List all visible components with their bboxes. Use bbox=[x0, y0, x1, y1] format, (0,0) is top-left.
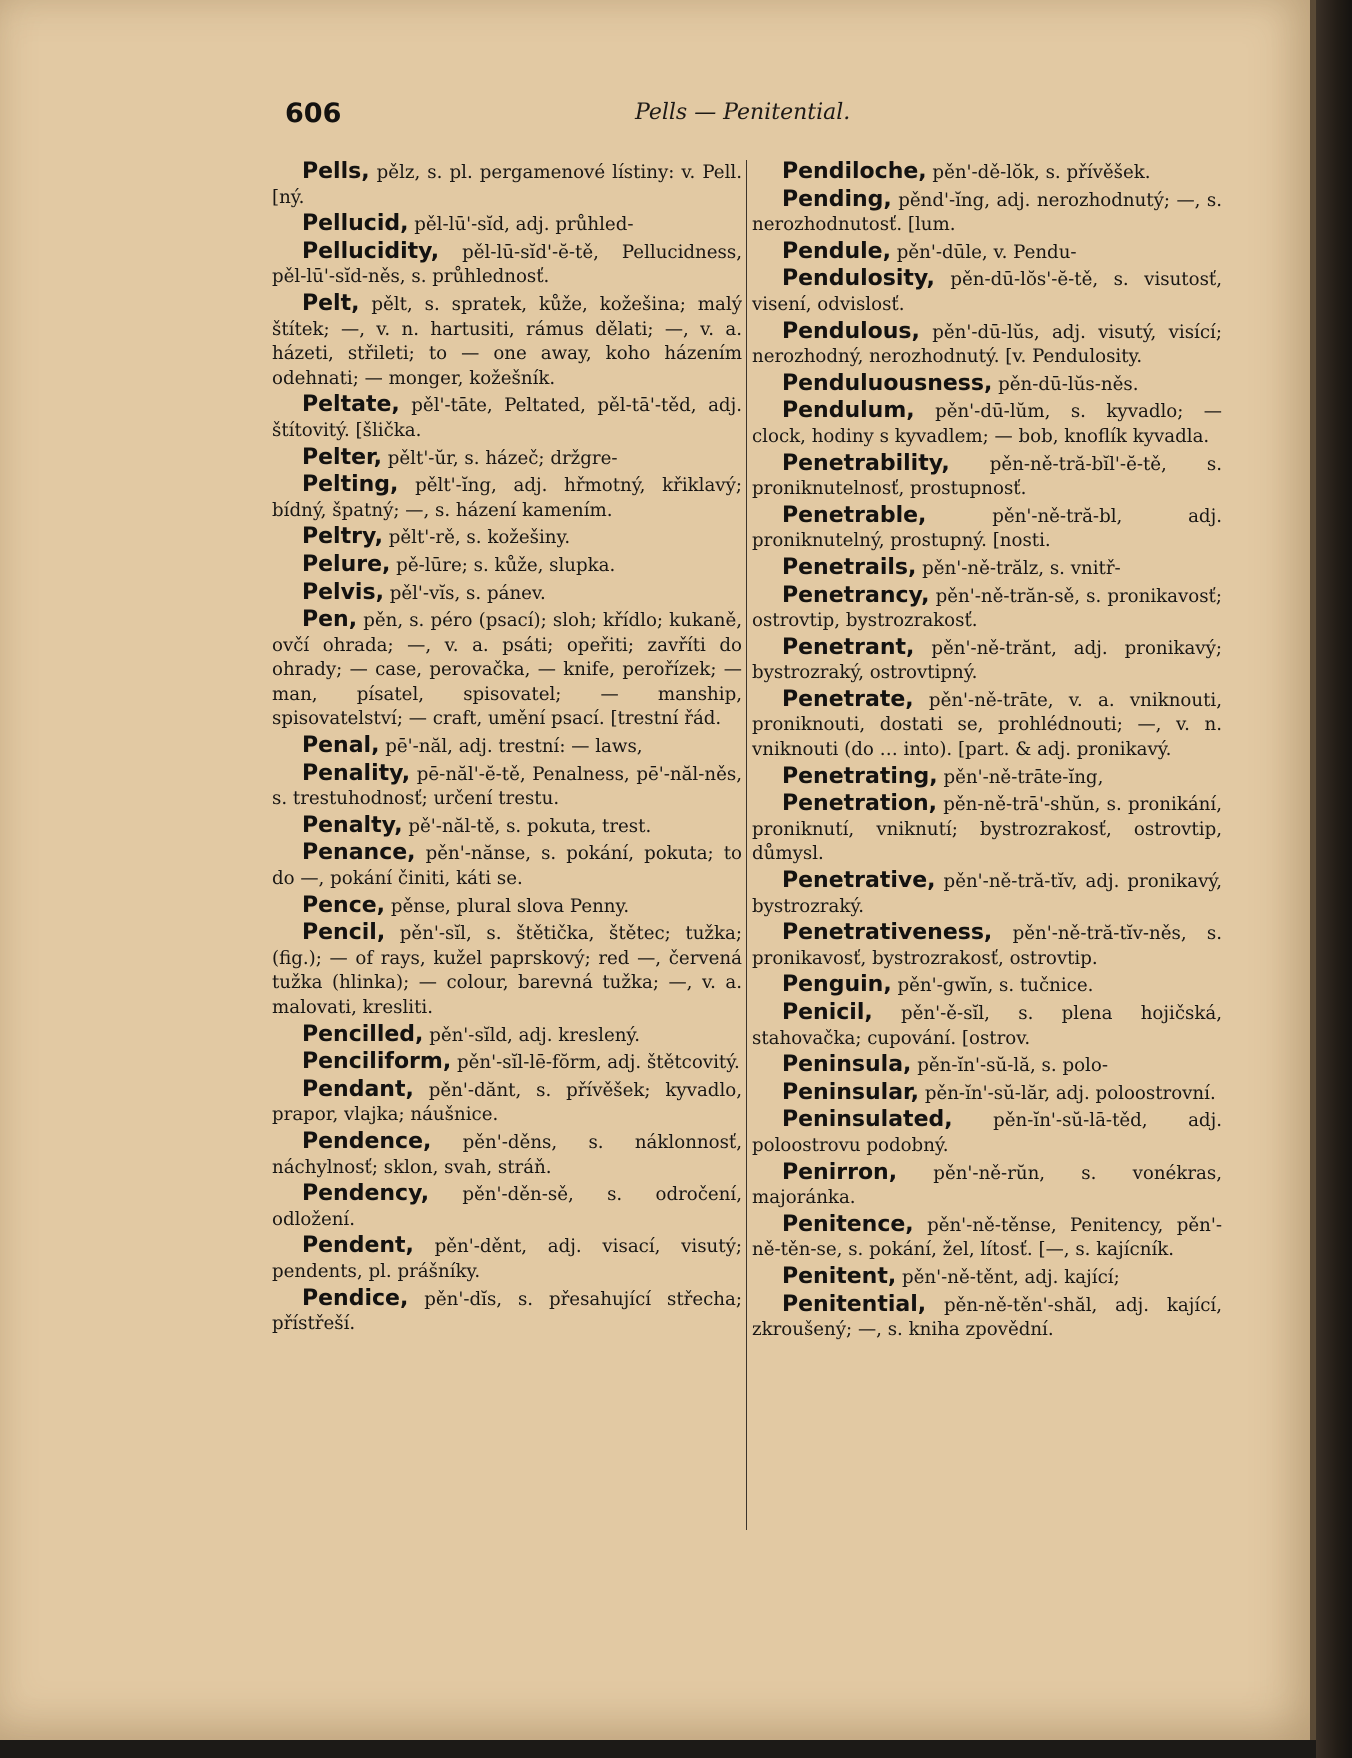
dictionary-entry bbox=[752, 188, 1222, 238]
entry-headword: Penal, bbox=[302, 733, 380, 759]
page-header bbox=[285, 98, 1265, 132]
dictionary-entry bbox=[752, 1081, 1222, 1107]
entry-definition: pěn'-sĭl, s. štětička, štětec; tužka; (fig.); — of rays, kužel paprskový; red —, červená tužka (hlinka); — colour, barevná tužka; —, v. a. malovati, kresliti. bbox=[272, 923, 742, 1018]
entry-headword: Peninsula, bbox=[782, 1052, 912, 1078]
dictionary-entry bbox=[752, 765, 1222, 791]
dictionary-entry bbox=[272, 1023, 742, 1049]
entry-definition: pě-lūre; s. kůže, slupka. bbox=[390, 554, 616, 576]
entry-definition: pěn'-ně-rŭn, s. vonékras, majoránka. bbox=[752, 1162, 1222, 1209]
dictionary-entry bbox=[272, 393, 742, 443]
entry-definition: pě'-năl-tě, s. pokuta, trest. bbox=[402, 815, 652, 837]
dictionary-entry bbox=[272, 1234, 742, 1284]
dictionary-entry bbox=[272, 921, 742, 1020]
dictionary-entry bbox=[272, 1050, 742, 1076]
entry-headword: Pen, bbox=[302, 607, 358, 633]
dictionary-entry bbox=[752, 584, 1222, 634]
dictionary-entry bbox=[752, 1053, 1222, 1079]
dictionary-entry bbox=[272, 553, 742, 579]
dictionary-entry bbox=[272, 1078, 742, 1128]
entry-headword: Penetrativeness, bbox=[782, 920, 993, 946]
entry-definition: pěn-ĭn'-sŭ-lă, s. polo- bbox=[911, 1055, 1108, 1077]
entry-definition: pěn'-dūle, v. Pendu- bbox=[890, 241, 1077, 263]
dictionary-entry bbox=[752, 320, 1222, 370]
entry-headword: Penguin, bbox=[782, 972, 892, 998]
entry-headword: Penicil, bbox=[782, 1000, 873, 1025]
entry-definition: pěn'-nănse, s. pokání, pokuta; to do —, pokání činiti, káti se. bbox=[272, 843, 742, 890]
entry-definition: pěn'-dū-lŭs, adj. visutý, visící; nerozhodný, nerozhodnutý. [v. Pendulosity. bbox=[752, 321, 1222, 368]
dictionary-entry bbox=[272, 1130, 742, 1180]
entry-headword: Pendency, bbox=[302, 1181, 430, 1207]
entry-headword: Penetrails, bbox=[782, 554, 917, 580]
dictionary-entry bbox=[752, 240, 1222, 266]
dictionary-entry bbox=[752, 1265, 1222, 1291]
entry-headword: Pencilled, bbox=[302, 1021, 424, 1047]
entry-definition: pěnse, plural slova Penny. bbox=[385, 895, 630, 917]
entry-headword: Penciliform, bbox=[302, 1049, 452, 1075]
entry-headword: Pelter, bbox=[302, 444, 382, 470]
entry-headword: Pendule, bbox=[782, 238, 891, 264]
entry-definition: pěn'-děn-sě, s. odročení, odložení. bbox=[272, 1184, 742, 1230]
entry-headword: Pellucid, bbox=[302, 211, 409, 237]
entry-definition: pěn'-ně-těnt, adj. kající; bbox=[896, 1266, 1120, 1288]
entry-headword: Peltate, bbox=[302, 392, 400, 418]
entry-definition: pěl'-vĭs, s. pánev. bbox=[383, 582, 546, 604]
dictionary-entry bbox=[272, 894, 742, 920]
book-edge bbox=[1316, 0, 1352, 1758]
left-column bbox=[272, 160, 742, 1339]
entry-headword: Pendulum, bbox=[782, 398, 915, 424]
entry-definition: pěn-ĭn'-sŭ-lăr, adj. poloostrovní. bbox=[919, 1082, 1216, 1104]
dictionary-entry bbox=[752, 1293, 1222, 1343]
entry-headword: Penance, bbox=[302, 840, 416, 866]
entry-definition: pěn-ně-tră-bĭl'-ĕ-tě, s. proniknutelnosť, prostupnosť. bbox=[752, 453, 1222, 500]
dictionary-entry bbox=[272, 581, 742, 607]
entry-definition: pěn'-dănt, s. přívěšek; kyvadlo, prapor, vlajka; náušnice. bbox=[272, 1079, 742, 1126]
dictionary-entry bbox=[752, 452, 1222, 502]
dictionary-entry bbox=[272, 841, 742, 891]
entry-headword: Pencil, bbox=[302, 920, 386, 946]
entry-definition: pěn'-ně-trănt, adj. pronikavý; bystrozraký, ostrovtipný. bbox=[752, 637, 1222, 684]
dictionary-entry bbox=[752, 504, 1222, 554]
dictionary-entry bbox=[752, 1001, 1222, 1051]
entry-definition: pěl-lū-sĭd'-ĕ-tě, Pellucidness, pěl-lū'-sĭd-něs, s. průhlednosť. bbox=[272, 241, 742, 288]
entry-definition: pē'-năl, adj. trestní: — laws, bbox=[379, 736, 643, 758]
entry-definition: pěn-ně-těn'-shăl, adj. kající, zkroušený; —, s. kniha zpovědní. bbox=[752, 1294, 1222, 1341]
dictionary-entry bbox=[272, 762, 742, 812]
column-divider bbox=[746, 160, 747, 1530]
entry-headword: Pells, bbox=[302, 159, 370, 184]
dictionary-entry bbox=[752, 921, 1222, 971]
entry-definition: pěn'-dĭs, s. přesahující střecha; přístřeší. bbox=[272, 1288, 742, 1335]
entry-headword: Penality, bbox=[302, 760, 411, 786]
entry-headword: Pendiloche, bbox=[782, 159, 927, 184]
entry-headword: Penalty, bbox=[302, 812, 403, 838]
entry-headword: Pendulosity, bbox=[782, 266, 935, 292]
dictionary-entry bbox=[272, 240, 742, 290]
dictionary-entry bbox=[272, 1182, 742, 1232]
entry-definition: pělt'-ŭr, s. házeč; držgre- bbox=[382, 447, 618, 469]
entry-definition: pěn-dū-lŭs-něs. bbox=[992, 373, 1139, 395]
dictionary-entry bbox=[752, 869, 1222, 919]
entry-headword: Penitent, bbox=[782, 1263, 897, 1289]
entry-definition: pěn'-sĭld, adj. kreslený. bbox=[423, 1024, 641, 1046]
entry-definition: pěn-dū-lŏs'-ĕ-tě, s. visutosť, visení, odvislosť. bbox=[752, 269, 1222, 315]
entry-definition: pěn-ĭn'-sŭ-lā-těd, adj. poloostrovu podobný. bbox=[752, 1110, 1222, 1156]
dictionary-entry bbox=[272, 525, 742, 551]
entry-headword: Pelure, bbox=[302, 551, 391, 577]
entry-headword: Pence, bbox=[302, 892, 386, 918]
right-column bbox=[752, 160, 1222, 1345]
entry-definition: pělt'-rě, s. kožešiny. bbox=[382, 527, 571, 549]
entry-headword: Penduluousness, bbox=[782, 370, 993, 396]
entry-headword: Pending, bbox=[782, 186, 892, 212]
entry-definition: pělt'-ĭng, adj. hřmotný, křiklavý; bídný, špatný; —, s. házení kamením. bbox=[272, 475, 742, 521]
entry-definition: pěn'-ně-tră-bl, adj. proniknutelný, prostupný. [nosti. bbox=[752, 505, 1222, 552]
entry-headword: Pelvis, bbox=[302, 579, 384, 605]
entry-headword: Penetrating, bbox=[782, 763, 938, 789]
entry-headword: Penetrable, bbox=[782, 502, 927, 528]
entry-headword: Penetrant, bbox=[782, 634, 915, 660]
entry-headword: Penetrancy, bbox=[782, 582, 930, 608]
entry-headword: Pellucidity, bbox=[302, 238, 440, 264]
dictionary-entry bbox=[752, 372, 1222, 398]
entry-headword: Penetrative, bbox=[782, 868, 936, 894]
dictionary-entry bbox=[272, 814, 742, 840]
entry-definition: pěl-lū'-sĭd, adj. průhled- bbox=[408, 214, 634, 236]
entry-definition: pěn'-děns, s. náklonnosť, náchylnosť; sklon, svah, stráň. bbox=[272, 1131, 742, 1178]
dictionary-entry bbox=[752, 636, 1222, 686]
entry-definition: pěn-ně-trā'-shŭn, s. pronikání, proniknutí, vniknutí; bystrozrakosť, ostrovtip, důmysl. bbox=[752, 794, 1222, 865]
dictionary-entry bbox=[272, 160, 742, 210]
dictionary-entry bbox=[752, 556, 1222, 582]
entry-headword: Pendence, bbox=[302, 1128, 432, 1154]
entry-definition: pěn'-ně-těnse, Penitency, pěn'-ně-těn-se, s. pokání, žel, lítosť. [—, s. kajícník. bbox=[752, 1214, 1222, 1261]
entry-headword: Pendent, bbox=[302, 1233, 414, 1259]
entry-definition: pělz, s. pl. pergamenové lístiny: v. Pell. [ný. bbox=[272, 162, 742, 208]
entry-headword: Pendice, bbox=[302, 1285, 409, 1311]
dictionary-entry bbox=[752, 973, 1222, 999]
entry-definition: pěn'-dū-lŭm, s. kyvadlo; — clock, hodiny s kyvadlem; — bob, knoflík kyvadla. bbox=[752, 401, 1222, 447]
entry-definition: pěn, s. péro (psací); sloh; křídlo; kukaně, ovčí ohrada; —, v. a. psáti; opeřiti; zavříti do ohrady; — case, perovačka, — knife, perořízek; — man, písatel, spisovatel; — manship, spisovatelství; — craft, umění psací. [trestní řád. bbox=[272, 610, 742, 730]
entry-definition: pěn'-ně-trāte-ĭng, bbox=[937, 766, 1104, 788]
entry-definition: pěnd'-ĭng, adj. nerozhodnutý; —, s. nerozhodnutosť. [lum. bbox=[752, 189, 1222, 236]
entry-definition: pěn'-děnt, adj. visací, visutý; pendents, pl. prášníky. bbox=[272, 1236, 742, 1282]
entry-definition: pěn'-sĭl-lē-fŏrm, adj. štětcovitý. bbox=[451, 1052, 740, 1074]
entry-headword: Pendulous, bbox=[782, 318, 920, 344]
entry-headword: Peninsulated, bbox=[782, 1107, 953, 1133]
dictionary-entry bbox=[752, 792, 1222, 867]
entry-definition: pěl'-tāte, Peltated, pěl-tā'-těd, adj. štítovitý. [šlička. bbox=[272, 395, 742, 441]
dictionary-entry bbox=[752, 399, 1222, 449]
entry-definition: pěn'-ně-trăn-sě, s. pronikavosť; ostrovtip, bystrozrakosť. bbox=[752, 585, 1222, 632]
dictionary-entry bbox=[272, 1287, 742, 1337]
entry-definition: pěn'-dě-lŏk, s. přívěšek. bbox=[926, 162, 1151, 183]
entry-definition: pěn'-ně-tră-tĭv-něs, s. pronikavosť, bystrozrakosť, ostrovtip. bbox=[752, 923, 1222, 969]
page-number: 606 bbox=[285, 98, 342, 129]
entry-headword: Pelting, bbox=[302, 472, 399, 498]
dictionary-entry bbox=[752, 688, 1222, 763]
dictionary-entry bbox=[272, 473, 742, 523]
dictionary-entry bbox=[752, 1108, 1222, 1158]
entry-definition: pěn'-ně-trāte, v. a. vniknouti, proniknouti, dostati se, prohlédnouti; —, v. n. vniknouti (do … into). [part. & adj. pronikavý. bbox=[752, 689, 1222, 761]
dictionary-entry bbox=[272, 292, 742, 391]
entry-headword: Penetration, bbox=[782, 791, 938, 817]
dictionary-entry bbox=[752, 160, 1222, 186]
dictionary-entry bbox=[752, 267, 1222, 317]
dictionary-entry bbox=[752, 1213, 1222, 1263]
running-head: Pells — Penitential. bbox=[635, 100, 851, 125]
entry-definition: pěn'-ně-tră-tĭv, adj. pronikavý, bystrozraký. bbox=[752, 871, 1222, 917]
dictionary-entry bbox=[272, 212, 742, 238]
entry-definition: pělt, s. spratek, kůže, kožešina; malý štítek; —, v. n. hartusiti, rámus dělati; —, v. a. házeti, střileti; to — one away, koho házením odehnati; — monger, kožešník. bbox=[272, 293, 742, 389]
entry-headword: Peltry, bbox=[302, 524, 383, 550]
entry-headword: Penitence, bbox=[782, 1211, 914, 1237]
dictionary-entry bbox=[272, 734, 742, 760]
dictionary-entry bbox=[272, 446, 742, 472]
entry-headword: Penetrate, bbox=[782, 686, 914, 712]
entry-headword: Pendant, bbox=[302, 1076, 414, 1102]
entry-headword: Penitential, bbox=[782, 1291, 927, 1317]
entry-definition: pē-năl'-ĕ-tě, Penalness, pē'-năl-něs, s. trestuhodnosť; určení trestu. bbox=[272, 763, 742, 810]
entry-headword: Penetrability, bbox=[782, 450, 950, 476]
entry-headword: Peninsular, bbox=[782, 1079, 920, 1105]
entry-definition: pěn'-ě-sĭl, s. plena hojičská, stahovačka; cupování. [ostrov. bbox=[752, 1003, 1222, 1049]
entry-headword: Pelt, bbox=[302, 290, 360, 316]
entry-definition: pěn'-ně-trălz, s. vnitř- bbox=[916, 557, 1121, 579]
dictionary-entry bbox=[272, 608, 742, 732]
dictionary-entry bbox=[752, 1161, 1222, 1211]
entry-headword: Penirron, bbox=[782, 1159, 898, 1185]
entry-definition: pěn'-gwĭn, s. tučnice. bbox=[891, 975, 1094, 997]
